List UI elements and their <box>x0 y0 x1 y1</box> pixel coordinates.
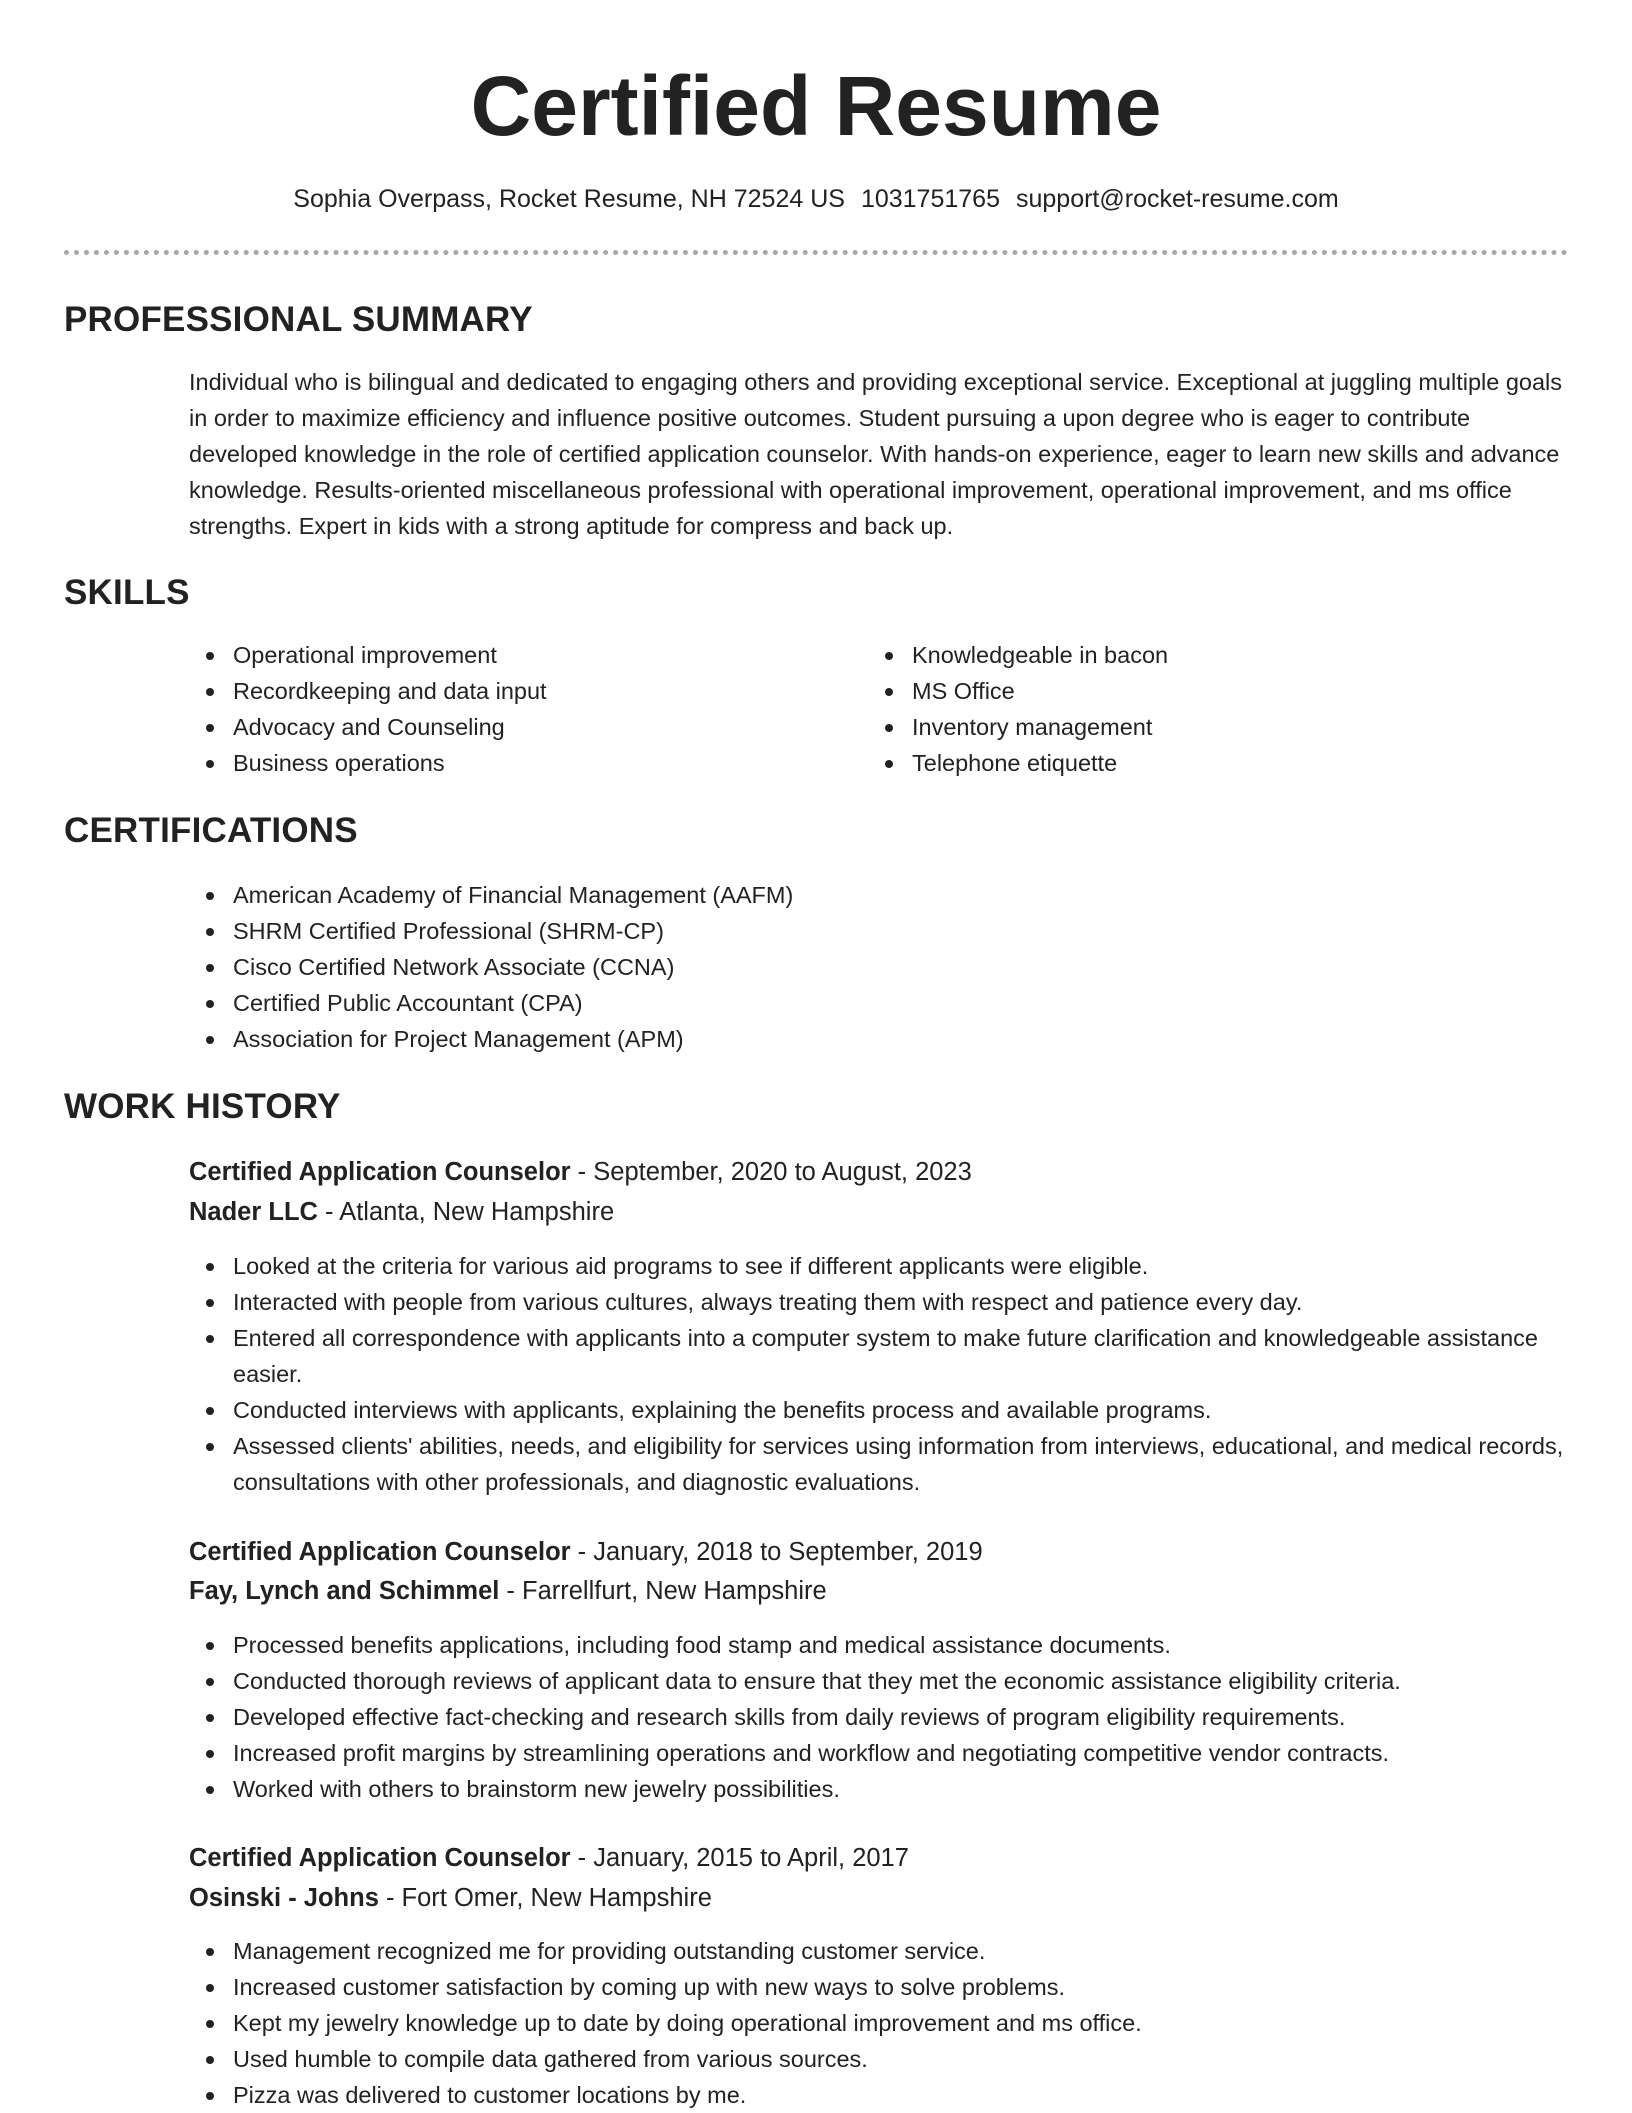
job-title-line <box>189 1533 983 1571</box>
job-bullet: Conducted interviews with applicants, explaining the benefits process and available programs. <box>189 1392 1569 1428</box>
contact-line <box>0 182 1632 216</box>
job-bullet: Assessed clients' abilities, needs, and eligibility for services using information from interviews, educational, and medical records, consultations with other professionals, and diagnostic evaluations. <box>189 1428 1569 1500</box>
job-location: - Atlanta, New Hampshire <box>317 1198 615 1226</box>
job-title-line <box>189 1839 909 1877</box>
skills-heading: SKILLS <box>64 573 190 612</box>
job-company: Nader LLC <box>189 1198 318 1226</box>
job-bullet: Pizza was delivered to customer locations by me. <box>189 2077 1569 2113</box>
job-bullets <box>189 1627 1569 1807</box>
document-title: Certified Resume <box>470 59 1162 153</box>
skills-list-left <box>189 637 829 781</box>
job-dates: - January, 2018 to September, 2019 <box>570 1538 983 1566</box>
skill-item: Business operations <box>189 745 829 781</box>
job-company: Fay, Lynch and Schimmel <box>189 1577 500 1605</box>
job-bullet: Looked at the criteria for various aid programs to see if different applicants were eligible. <box>189 1248 1569 1284</box>
skill-item: Telephone etiquette <box>868 745 1528 781</box>
skill-item: Knowledgeable in bacon <box>868 637 1528 673</box>
summary-text: Individual who is bilingual and dedicated to engaging others and providing exceptional service. Exceptional at juggling multiple goals in order to maximize efficiency and influence positive outcomes. Student pursuing a upon degree who is eager to contribute developed knowledge in the role of certified application counselor. With hands-on experience, eager to learn new skills and advance knowledge. Results-oriented miscellaneous professional with operational improvement, operational improvement, and ms office strengths. Expert in kids with a strong aptitude for compress and back up. <box>189 369 1563 539</box>
contact-address: Sophia Overpass, Rocket Resume, NH 72524 US <box>293 185 845 213</box>
job-title: Certified Application Counselor <box>189 1158 571 1186</box>
skill-item: Advocacy and Counseling <box>189 709 829 745</box>
job-location: - Fort Omer, New Hampshire <box>378 1884 712 1912</box>
certification-item: Association for Project Management (APM) <box>189 1021 1569 1057</box>
certifications-heading: CERTIFICATIONS <box>64 811 358 850</box>
job-dates: - January, 2015 to April, 2017 <box>570 1844 909 1872</box>
skills-list-right <box>868 637 1528 781</box>
job-company: Osinski - Johns <box>189 1884 379 1912</box>
contact-phone: 1031751765 <box>860 185 1000 213</box>
skill-item: Inventory management <box>868 709 1528 745</box>
job-bullet: Conducted thorough reviews of applicant data to ensure that they met the economic assistance eligibility criteria. <box>189 1663 1569 1699</box>
job-location: - Farrellfurt, New Hampshire <box>499 1577 827 1605</box>
job-title: Certified Application Counselor <box>189 1538 571 1566</box>
header-divider <box>64 250 1568 255</box>
job-bullet: Worked with others to brainstorm new jewelry possibilities. <box>189 1771 1569 1807</box>
job-bullet: Kept my jewelry knowledge up to date by doing operational improvement and ms office. <box>189 2005 1569 2041</box>
skill-item: Operational improvement <box>189 637 829 673</box>
job-bullets <box>189 1248 1569 1500</box>
summary-heading: PROFESSIONAL SUMMARY <box>64 300 533 339</box>
contact-email: support@rocket-resume.com <box>1015 185 1339 213</box>
skill-item: MS Office <box>868 673 1528 709</box>
job-bullet: Interacted with people from various cultures, always treating them with respect and patience every day. <box>189 1284 1569 1320</box>
job-bullet: Entered all correspondence with applicants into a computer system to make future clarification and knowledgeable assistance easier. <box>189 1320 1569 1392</box>
job-bullet: Used humble to compile data gathered from various sources. <box>189 2041 1569 2077</box>
job-bullet: Processed benefits applications, including food stamp and medical assistance documents. <box>189 1627 1569 1663</box>
job-bullet: Increased profit margins by streamlining operations and workflow and negotiating competitive vendor contracts. <box>189 1735 1569 1771</box>
job-company-line <box>189 1879 712 1917</box>
skill-item: Recordkeeping and data input <box>189 673 829 709</box>
job-dates: - September, 2020 to August, 2023 <box>570 1158 972 1186</box>
job-bullet: Increased customer satisfaction by coming up with new ways to solve problems. <box>189 1969 1569 2005</box>
job-bullet: Management recognized me for providing outstanding customer service. <box>189 1933 1569 1969</box>
certification-item: American Academy of Financial Management (AAFM) <box>189 877 1569 913</box>
certification-item: SHRM Certified Professional (SHRM-CP) <box>189 913 1569 949</box>
work-history-heading: WORK HISTORY <box>64 1087 341 1126</box>
job-company-line <box>189 1572 827 1610</box>
job-title: Certified Application Counselor <box>189 1844 571 1872</box>
job-title-line <box>189 1153 972 1191</box>
certifications-list <box>189 877 1569 1057</box>
certification-item: Certified Public Accountant (CPA) <box>189 985 1569 1021</box>
job-bullet: Developed effective fact-checking and research skills from daily reviews of program eligibility requirements. <box>189 1699 1569 1735</box>
certification-item: Cisco Certified Network Associate (CCNA) <box>189 949 1569 985</box>
job-bullets <box>189 1933 1569 2113</box>
job-company-line <box>189 1193 614 1231</box>
